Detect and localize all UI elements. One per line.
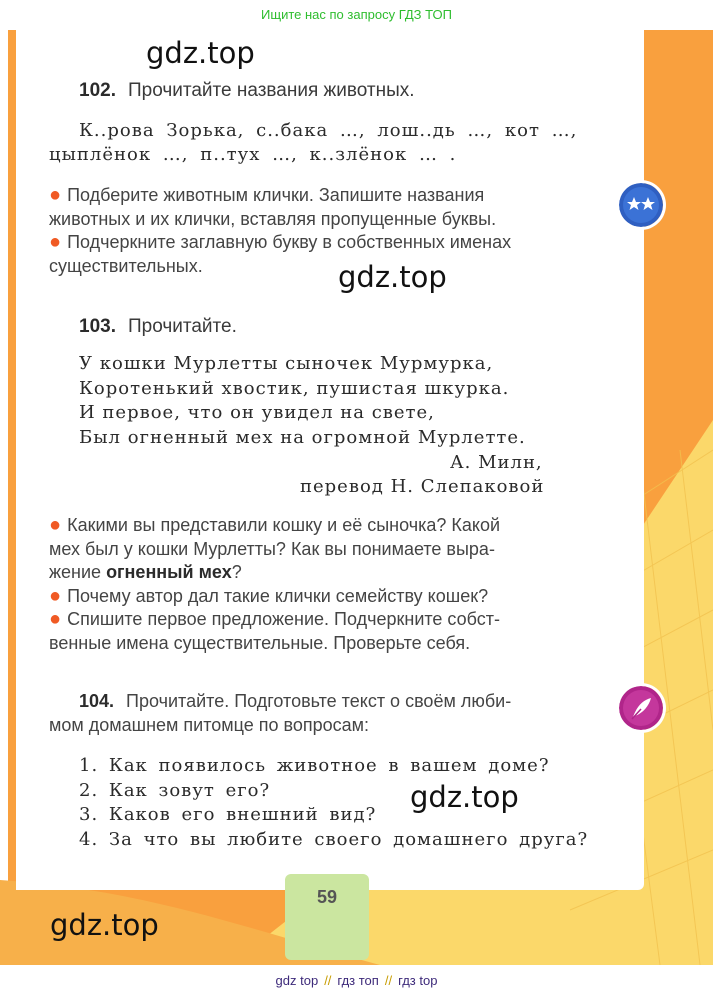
bullet-icon: ● xyxy=(49,184,62,206)
exercise-104-heading: 104. Прочитайте. Подготовьте текст о своём люби- мом домашнем питомце по вопросам: xyxy=(49,691,512,735)
poem-line: Коротенький хвостик, пушистая шкурка. xyxy=(79,377,510,399)
exercise-103-heading xyxy=(79,316,237,338)
task-line: мех был у кошки Мурлетты? Как вы понимаете выра- xyxy=(49,538,495,559)
watermark-2: gdz.top xyxy=(338,260,447,294)
question-item: 2. Как зовут его? xyxy=(79,779,271,801)
exercise-number: 102. xyxy=(79,80,116,101)
task-line: животных и их клички, вставляя пропущенные буквы. xyxy=(49,208,497,229)
top-banner: Ищите нас по запросу ГДЗ ТОП xyxy=(261,7,452,22)
poem-translation: перевод Н. Слепаковой xyxy=(300,476,545,497)
exercise-102-heading xyxy=(79,80,415,102)
pen-icon xyxy=(619,686,663,730)
task-line: ● Какими вы представили кошку и её сыночка? Какой xyxy=(49,514,501,536)
bullet-icon: ● xyxy=(49,584,62,607)
poem-author: А. Милн, xyxy=(450,452,543,473)
exercise-instruction: Прочитайте. xyxy=(127,316,237,337)
stars-icon xyxy=(619,183,663,227)
task-line: ● Подчеркните заглавную букву в собственных именах xyxy=(49,231,512,253)
task-line: ● Спишите первое предложение. Подчеркните собст- xyxy=(49,608,500,630)
bullet-icon: ● xyxy=(49,514,62,536)
task-line: венные имена существительные. Проверьте себя. xyxy=(49,632,471,653)
watermark-4: gdz.top xyxy=(50,908,159,942)
footer-link[interactable]: гдз top xyxy=(398,973,438,988)
task-line: ● Подберите животным клички. Запишите названия xyxy=(49,184,485,206)
exercise-103-tasks xyxy=(49,514,500,655)
task-line: существительных. xyxy=(49,255,203,276)
bullet-icon: ● xyxy=(49,231,62,253)
poem xyxy=(79,352,526,450)
exercise-102-line-1: К..рова Зорька, с..бака …, лош..дь …, кот …, xyxy=(79,120,578,141)
exercise-number: 103. xyxy=(79,316,116,337)
poem-line: У кошки Мурлетты сыночек Мурмурка, xyxy=(79,353,494,374)
watermark-1: gdz.top xyxy=(146,36,255,70)
watermark-3: gdz.top xyxy=(410,780,519,814)
exercise-102-tasks xyxy=(49,184,511,278)
footer-link[interactable]: гдз топ xyxy=(337,973,379,988)
page-number: 59 xyxy=(285,874,369,960)
exercise-instruction: Прочитайте названия животных. xyxy=(127,80,415,101)
question-item: 3. Каков его внешний вид? xyxy=(79,804,377,825)
footer-link[interactable]: gdz top xyxy=(275,973,319,988)
exercise-104-questions xyxy=(79,754,588,852)
bullet-icon: ● xyxy=(49,608,62,630)
exercise-number: 104. xyxy=(79,691,115,711)
question-item: 4. За что вы любите своего домашнего друга? xyxy=(79,828,589,850)
bold-phrase: огненный мех xyxy=(106,562,232,582)
task-line: ● Почему автор дал такие клички семейству кошек? xyxy=(49,584,489,607)
question-item: 1. Как появилось животное в вашем доме? xyxy=(79,755,550,776)
bottom-banner: gdz top // гдз топ // гдз top xyxy=(275,973,438,988)
poem-line: И первое, что он увидел на свете, xyxy=(79,402,435,423)
exercise-102-line-2: цыплёнок …, п..тух …, к..злёнок … . xyxy=(49,144,457,165)
poem-line: Был огненный мех на огромной Мурлетте. xyxy=(79,426,526,448)
task-line: жение огненный мех? xyxy=(49,562,242,582)
